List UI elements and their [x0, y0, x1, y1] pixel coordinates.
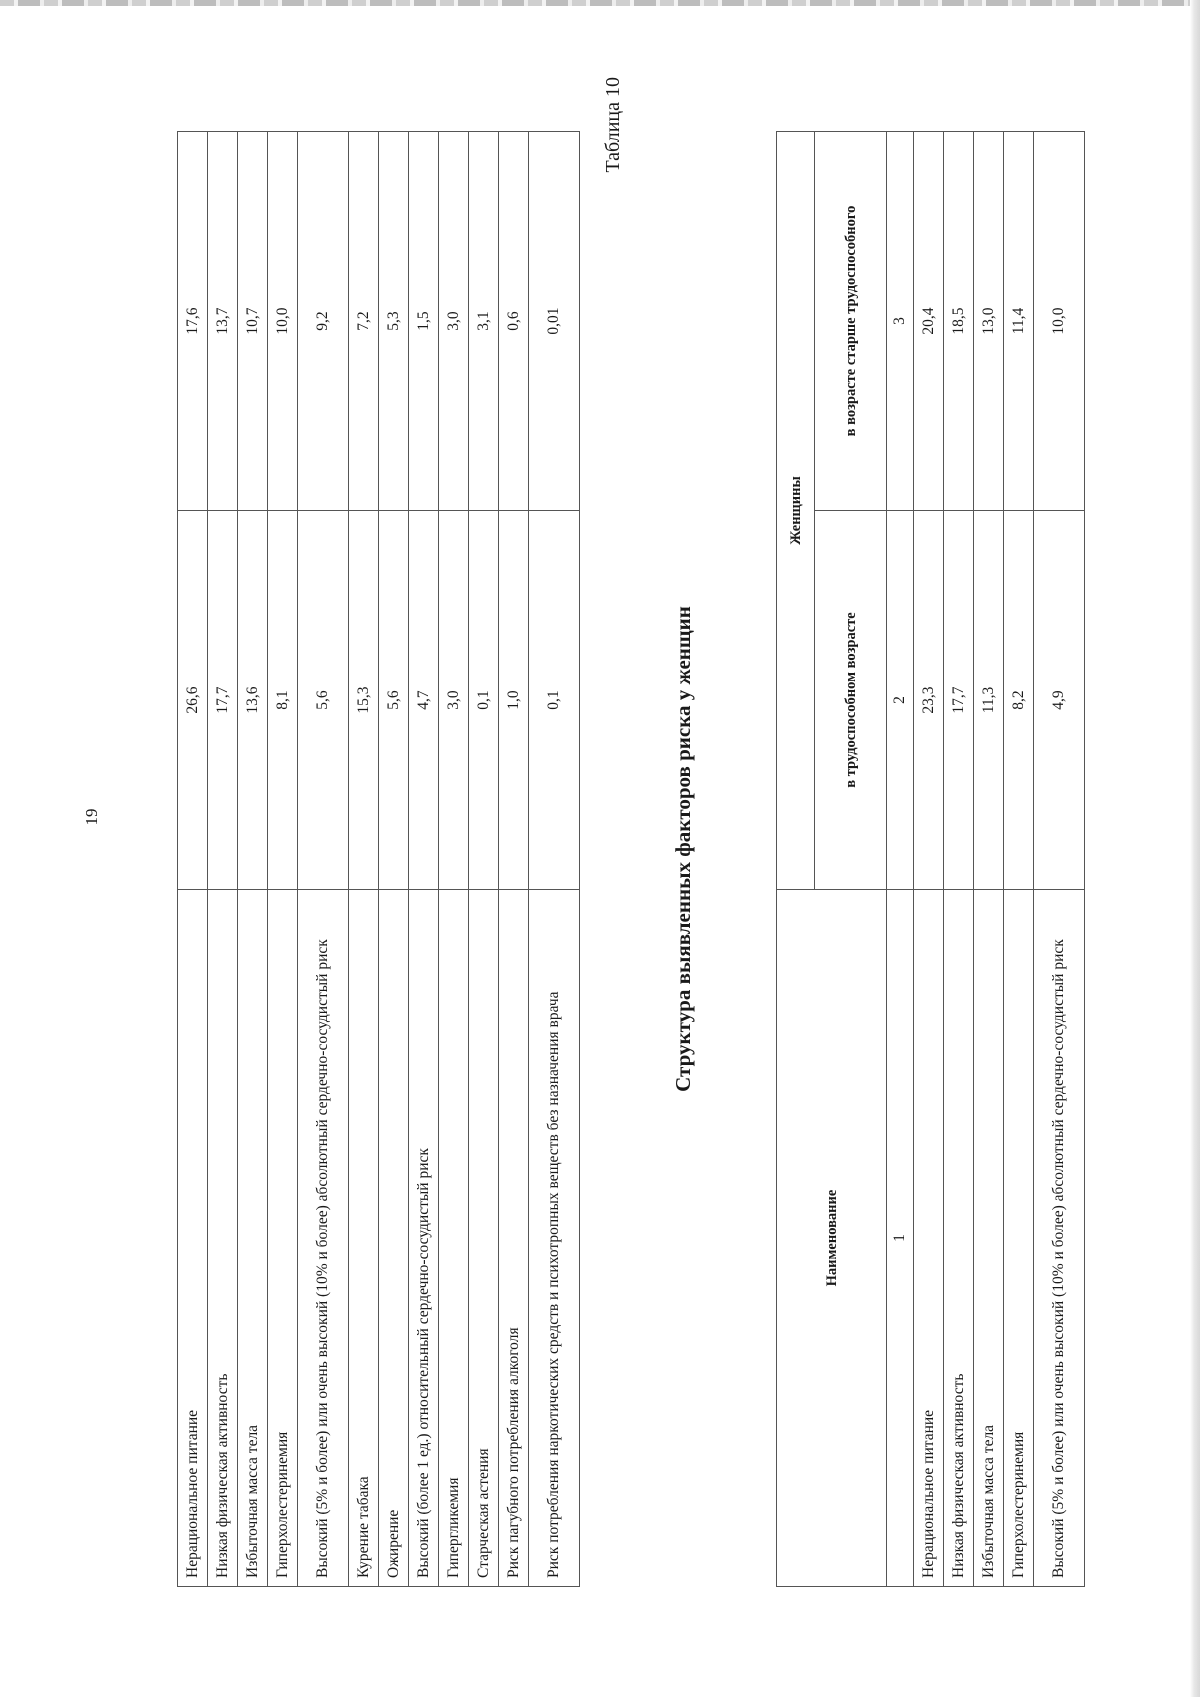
- row-value-2: 10,0: [1034, 132, 1085, 511]
- table-row: [379, 132, 409, 1587]
- row-name: Высокий (более 1 ед.) относительный сердечно-сосудистый риск: [409, 890, 439, 1587]
- table10-body: [914, 132, 1085, 1587]
- page-number: 19: [82, 808, 101, 826]
- table-row: [349, 132, 379, 1587]
- table-row: [268, 132, 298, 1587]
- col-number-3: 3: [887, 132, 914, 511]
- row-value-1: 5,6: [298, 511, 349, 890]
- row-value-2: 17,6: [178, 132, 208, 511]
- row-name: Риск пагубного потребления алкоголя: [499, 890, 529, 1587]
- row-value-1: 11,3: [974, 511, 1004, 890]
- row-value-1: 17,7: [944, 511, 974, 890]
- row-name: Низкая физическая активность: [944, 890, 974, 1587]
- col-number-1: 1: [887, 890, 914, 1587]
- row-value-1: 5,6: [379, 511, 409, 890]
- row-name: Гиперхолестеринемия: [268, 890, 298, 1587]
- table-row: [499, 132, 529, 1587]
- row-value-2: 1,5: [409, 132, 439, 511]
- header-working-age: в трудоспособном возрасте: [815, 511, 887, 890]
- table10-header: [777, 132, 914, 1587]
- row-value-1: 13,6: [238, 511, 268, 890]
- row-value-1: 8,2: [1004, 511, 1034, 890]
- row-value-2: 11,4: [1004, 132, 1034, 511]
- row-name: Старческая астения: [469, 890, 499, 1587]
- row-value-2: 10,0: [268, 132, 298, 511]
- row-name: Ожирение: [379, 890, 409, 1587]
- table-row: [469, 132, 499, 1587]
- header-over-working-age: в возрасте старше трудоспособного: [815, 132, 887, 511]
- table-row: [298, 132, 349, 1587]
- women-risk-factors-table: [776, 131, 1085, 1587]
- row-value-1: 8,1: [268, 511, 298, 890]
- row-value-1: 3,0: [439, 511, 469, 890]
- row-value-2: 18,5: [944, 132, 974, 511]
- header-women-group: Женщины: [777, 132, 815, 890]
- row-name: Низкая физическая активность: [208, 890, 238, 1587]
- row-value-2: 3,0: [439, 132, 469, 511]
- row-value-2: 13,7: [208, 132, 238, 511]
- row-name: Гиперхолестеринемия: [1004, 890, 1034, 1587]
- table-row: [178, 132, 208, 1587]
- row-value-2: 0,01: [529, 132, 580, 511]
- row-name: Высокий (5% и более) или очень высокий (10% и более) абсолютный сердечно-сосудистый риск: [1034, 890, 1085, 1587]
- table-row: [1004, 132, 1034, 1587]
- row-value-1: 1,0: [499, 511, 529, 890]
- header-row-numbers: [887, 132, 914, 1587]
- risk-factors-table-continued: [177, 131, 580, 1587]
- row-value-1: 17,7: [208, 511, 238, 890]
- row-name: Курение табака: [349, 890, 379, 1587]
- table-row: [208, 132, 238, 1587]
- table-row: [529, 132, 580, 1587]
- row-value-1: 26,6: [178, 511, 208, 890]
- table9-body: [178, 132, 580, 1587]
- table-row: [914, 132, 944, 1587]
- table-row: [238, 132, 268, 1587]
- row-name: Нерациональное питание: [914, 890, 944, 1587]
- row-value-2: 10,7: [238, 132, 268, 511]
- row-name: Высокий (5% и более) или очень высокий (10% и более) абсолютный сердечно-сосудистый риск: [298, 890, 349, 1587]
- row-name: Избыточная масса тела: [238, 890, 268, 1587]
- table-row: [974, 132, 1004, 1587]
- row-value-1: 0,1: [469, 511, 499, 890]
- table-caption: Таблица 10: [602, 77, 624, 173]
- header-name-col: Наименование: [777, 890, 887, 1587]
- row-name: Риск потребления наркотических средств и психотропных веществ без назначения врача: [529, 890, 580, 1587]
- row-value-2: 20,4: [914, 132, 944, 511]
- header-row-group: [777, 132, 815, 1587]
- row-value-2: 9,2: [298, 132, 349, 511]
- row-value-1: 23,3: [914, 511, 944, 890]
- table-row: [409, 132, 439, 1587]
- table-row: [439, 132, 469, 1587]
- row-value-1: 15,3: [349, 511, 379, 890]
- row-name: Избыточная масса тела: [974, 890, 1004, 1587]
- table-title: Структура выявленных факторов риска у женщин: [671, 606, 695, 1092]
- table-row: [944, 132, 974, 1587]
- row-value-2: 0,6: [499, 132, 529, 511]
- row-value-2: 7,2: [349, 132, 379, 511]
- row-name: Гипергликемия: [439, 890, 469, 1587]
- row-value-2: 13,0: [974, 132, 1004, 511]
- col-number-2: 2: [887, 511, 914, 890]
- row-value-1: 4,9: [1034, 511, 1085, 890]
- row-name: Нерациональное питание: [178, 890, 208, 1587]
- table-row: [1034, 132, 1085, 1587]
- row-value-2: 5,3: [379, 132, 409, 511]
- row-value-1: 4,7: [409, 511, 439, 890]
- row-value-2: 3,1: [469, 132, 499, 511]
- row-value-1: 0,1: [529, 511, 580, 890]
